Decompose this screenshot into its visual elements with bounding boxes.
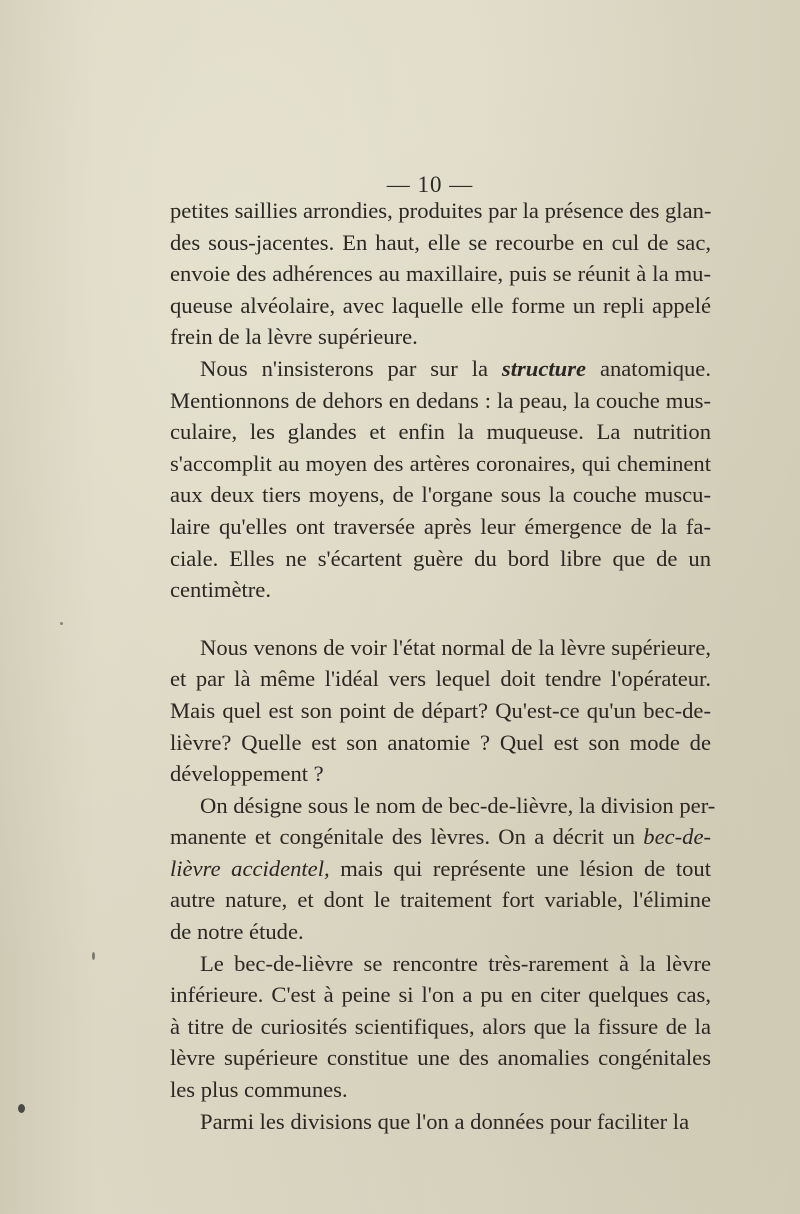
text-line: On désigne sous le nom de bec-de-lièvre, la division per- (200, 792, 716, 818)
text-line: Le bec-de-lièvre se rencontre très-rarement à la lèvre (200, 950, 711, 976)
text-line: lièvre? Quelle est son anatomie ? Quel est son mode de (170, 729, 711, 755)
body-text (170, 195, 716, 1137)
text-line: lèvre supérieure constitue une des anomalies congénitales (170, 1045, 711, 1071)
paragraph-4 (170, 790, 716, 948)
text-line: petites saillies arrondies, produites par la présence des glan- (170, 198, 712, 223)
paragraph-6 (170, 1106, 711, 1138)
text-line: ciale. Elles ne s'écartent guère du bord libre que de un (170, 545, 711, 571)
text-line: Parmi les divisions que l'on a données pour faciliter la (200, 1108, 690, 1134)
text-line: frein de la lèvre supérieure. (170, 324, 418, 350)
emphasized-word: lièvre accidentel, (170, 855, 330, 881)
paragraph-gap (170, 606, 711, 632)
ink-spot (60, 622, 63, 625)
paragraph-1 (170, 195, 711, 353)
text-line (170, 821, 711, 853)
paragraph-2 (170, 353, 711, 606)
text-line: queuse alvéolaire, avec laquelle elle forme un repli appelé (170, 292, 711, 318)
paragraph-3 (170, 632, 711, 790)
text-line: les plus communes. (170, 1077, 348, 1103)
text-line: laire qu'elles ont traversée après leur émergence de la fa- (170, 513, 711, 539)
text-line: envoie des adhérences au maxillaire, puis se réunit à la mu- (170, 261, 711, 287)
page-number: — 10 — (386, 172, 474, 197)
text-line: à titre de curiosités scientifiques, alors que la fissure de la (170, 1013, 711, 1039)
text-segment: mais qui représente une lésion de tout (340, 855, 711, 881)
text-segment: Nous n'insisterons par sur la (200, 355, 489, 381)
ink-spot (18, 1104, 25, 1113)
text-line: culaire, les glandes et enfin la muqueuse. La nutrition (170, 419, 711, 445)
text-line: s'accomplit au moyen des artères coronaires, qui cheminent (170, 450, 711, 476)
text-line: Nous venons de voir l'état normal de la lèvre supérieure, (200, 634, 711, 660)
text-line: aux deux tiers moyens, de l'organe sous la couche muscu- (170, 482, 711, 508)
text-line: autre nature, et dont le traitement fort variable, l'élimine (170, 887, 711, 913)
text-line (170, 853, 711, 885)
text-line: inférieure. C'est à peine si l'on a pu en citer quelques cas, (170, 982, 711, 1008)
paragraph-5 (170, 948, 711, 1106)
emphasized-word: bec-de- (643, 824, 711, 850)
text-line (170, 353, 711, 385)
text-segment: manente et congénitale des lèvres. On a décrit un (170, 824, 635, 850)
text-line: centimètre. (170, 577, 271, 603)
text-line: Mentionnons de dehors en dedans : la peau, la couche mus- (170, 387, 711, 413)
text-line: Mais quel est son point de départ? Qu'est-ce qu'un bec-de- (170, 697, 711, 723)
text-line: développement ? (170, 761, 324, 787)
text-line: et par là même l'idéal vers lequel doit tendre l'opérateur. (170, 666, 711, 692)
emphasized-word: structure (501, 355, 587, 381)
text-segment: anatomique. (599, 355, 711, 381)
text-line: des sous-jacentes. En haut, elle se recourbe en cul de sac, (170, 229, 711, 255)
text-line: de notre étude. (170, 919, 304, 945)
ink-spot (92, 952, 95, 960)
